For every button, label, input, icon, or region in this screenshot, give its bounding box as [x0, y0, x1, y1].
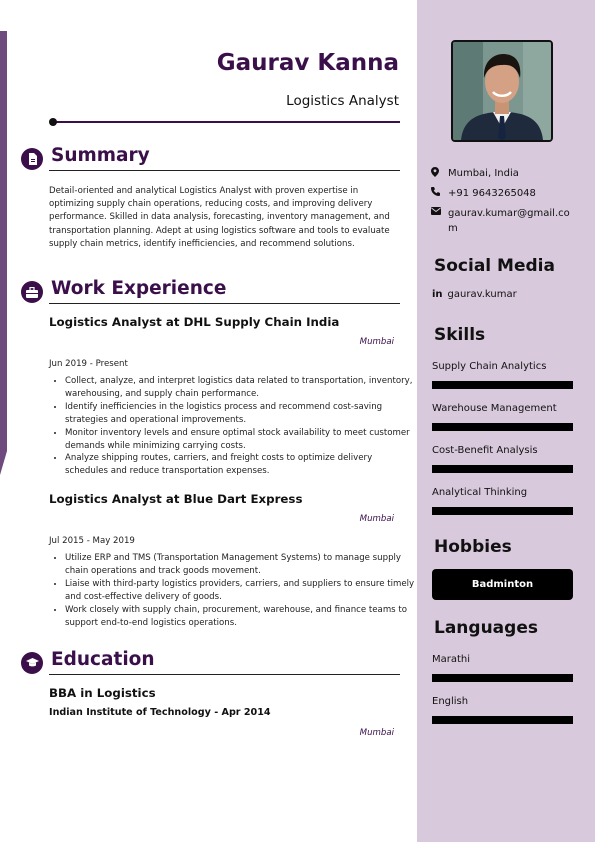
job-bullet: • Work closely with supply chain, procurement, warehouse, and finance teams to support end-to-end logistics operations.	[65, 604, 417, 630]
skill-label: Supply Chain Analytics	[432, 361, 547, 372]
job-location: Mumbai	[359, 514, 394, 524]
candidate-role: Logistics Analyst	[286, 93, 399, 109]
skill-bar	[432, 465, 573, 473]
language-label: Marathi	[432, 654, 471, 665]
location-pin-icon	[431, 167, 448, 182]
experience-rule	[49, 303, 400, 304]
education-heading: Education	[51, 649, 155, 670]
candidate-name: Gaurav Kanna	[216, 50, 399, 76]
contact-email: gaurav.kumar@gmail.com	[431, 207, 576, 236]
linkedin-icon: in	[432, 289, 443, 300]
left-accent-notch	[0, 451, 7, 475]
contact-location: Mumbai, India	[431, 167, 576, 182]
job-bullet: • Liaise with third-party logistics providers, carriers, and suppliers to ensure timely and cost-effective delivery of goods.	[65, 578, 417, 604]
job-bullet: • Monitor inventory levels and ensure optimal stock availability to meet customer demands while minimizing carrying costs.	[65, 427, 417, 453]
phone-icon	[431, 187, 448, 202]
social-linkedin[interactable]: in gaurav.kumar	[432, 289, 517, 300]
job-title: Logistics Analyst at DHL Supply Chain India	[49, 315, 340, 329]
job-dates: Jun 2019 - Present	[49, 359, 128, 369]
skills-heading: Skills	[434, 325, 486, 345]
languages-heading: Languages	[434, 618, 538, 638]
skill-label: Analytical Thinking	[432, 487, 528, 498]
summary-text: Detail-oriented and analytical Logistics Analyst with proven expertise in optimizing supply chain operations, reducing costs, and improving delivery performance. Skilled in data analysis, forecasting, inventory management, and transportation planning. Adept at using logistics software and tools to evaluate supply chain metrics, identify inefficiencies, and recommend solutions.	[49, 186, 390, 249]
skill-label: Cost-Benefit Analysis	[432, 445, 538, 456]
hobby-badge: Badminton	[432, 569, 573, 600]
hobbies-heading: Hobbies	[434, 537, 512, 557]
document-icon	[21, 148, 43, 170]
skill-bar	[432, 507, 573, 515]
header-divider-dot	[49, 118, 57, 126]
envelope-icon	[431, 207, 448, 236]
language-bar	[432, 674, 573, 682]
summary-heading: Summary	[51, 145, 150, 166]
left-accent-bar	[0, 31, 7, 451]
education-school: Indian Institute of Technology - Apr 2014	[49, 707, 271, 718]
experience-heading: Work Experience	[51, 278, 227, 299]
language-bar	[432, 716, 573, 724]
job-dates: Jul 2015 - May 2019	[49, 536, 135, 546]
education-rule	[49, 674, 400, 675]
profile-photo	[451, 40, 553, 142]
job-bullet: • Collect, analyze, and interpret logistics data related to transportation, inventory, warehousing, and supply chain performance.	[65, 375, 417, 401]
job-bullets	[49, 375, 417, 478]
job-bullet: • Utilize ERP and TMS (Transportation Management Systems) to manage supply chain operations and track goods movement.	[65, 552, 417, 578]
briefcase-icon	[21, 281, 43, 303]
job-bullets	[49, 552, 417, 629]
job-bullet: • Identify inefficiencies in the logistics process and recommend cost-saving strategies and operational improvements.	[65, 401, 417, 427]
job-location: Mumbai	[359, 337, 394, 347]
skill-bar	[432, 381, 573, 389]
graduation-cap-icon	[21, 652, 43, 674]
skill-bar	[432, 423, 573, 431]
job-title: Logistics Analyst at Blue Dart Express	[49, 492, 303, 506]
social-heading: Social Media	[434, 256, 555, 276]
contact-phone: +91 9643265048	[431, 187, 576, 202]
summary-rule	[49, 170, 400, 171]
skill-label: Warehouse Management	[432, 403, 557, 414]
education-location: Mumbai	[359, 728, 394, 738]
education-degree: BBA in Logistics	[49, 686, 156, 700]
job-bullet: • Analyze shipping routes, carriers, and freight costs to optimize delivery schedules and reduce transportation expenses.	[65, 452, 417, 478]
header-divider	[52, 121, 400, 123]
language-label: English	[432, 696, 469, 707]
